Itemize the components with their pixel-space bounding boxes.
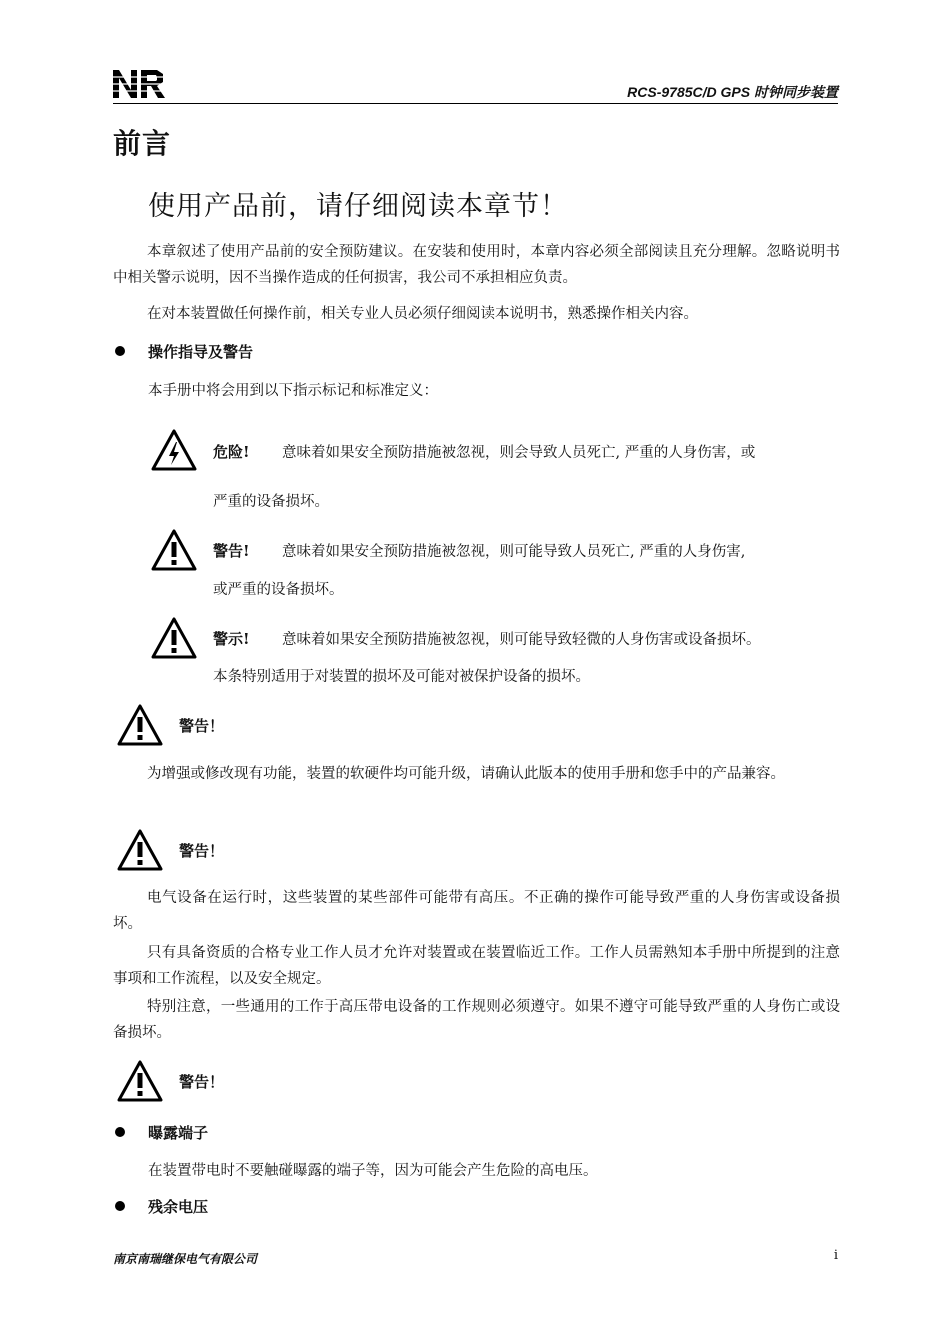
intro-paragraph-1: 本章叙述了使用产品前的安全预防建议。在安装和使用时，本章内容必须全部阅读且充分理解。忽略说明书中相关警示说明，因不当操作造成的任何损害，我公司不承担相应负责。 bbox=[113, 244, 840, 286]
warning-block-label: 警告！ bbox=[179, 1073, 225, 1091]
bullet-icon bbox=[115, 346, 125, 356]
footer-company: 南京南瑞继保电气有限公司 bbox=[113, 1252, 258, 1266]
page-number: i bbox=[833, 1248, 838, 1263]
lightning-warning-icon bbox=[150, 428, 198, 472]
warning-block-paragraph: 电气设备在运行时，这些装置的某些部件可能带有高压。不正确的操作可能导致严重的人身伤害或设备损坏。 bbox=[113, 890, 840, 932]
definition-caution-label: 警示! bbox=[213, 630, 250, 648]
definition-danger-continued: 严重的设备损坏。 bbox=[213, 494, 329, 510]
page-title: 前言 bbox=[113, 127, 172, 160]
document-header-title: RCS-9785C/D GPS 时钟同步装置 bbox=[627, 84, 838, 100]
exclamation-warning-icon bbox=[116, 828, 164, 872]
warning-block-paragraph: 为增强或修改现有功能，装置的软硬件均可能升级，请确认此版本的使用手册和您手中的产品兼容。 bbox=[147, 766, 785, 782]
bullet-icon bbox=[115, 1127, 125, 1137]
chapter-subheading: 使用产品前，请仔细阅读本章节！ bbox=[148, 191, 568, 222]
intro-paragraph-2: 在对本装置做任何操作前，相关专业人员必须仔细阅读本说明书，熟悉操作相关内容。 bbox=[147, 306, 698, 322]
definition-warning-continued: 或严重的设备损坏。 bbox=[213, 582, 344, 598]
exclamation-warning-icon bbox=[150, 528, 198, 572]
exclamation-warning-icon bbox=[116, 1059, 164, 1103]
warning-block-label: 警告！ bbox=[179, 717, 225, 735]
section-terminals-line: 在装置带电时不要触碰曝露的端子等，因为可能会产生危险的高电压。 bbox=[148, 1163, 598, 1179]
definition-caution-continued: 本条特别适用于对装置的损坏及可能对被保护设备的损坏。 bbox=[213, 669, 590, 685]
definition-caution-text: 意味着如果安全预防措施被忽视，则可能导致轻微的人身伤害或设备损坏。 bbox=[282, 632, 761, 648]
nr-logo bbox=[113, 68, 167, 100]
section-residual-title: 残余电压 bbox=[148, 1198, 209, 1216]
warning-block-paragraph: 只有具备资质的合格专业工作人员才允许对装置或在装置临近工作。工作人员需熟知本手册中所提到的注意事项和工作流程，以及安全规定。 bbox=[113, 945, 840, 987]
warning-block-paragraph: 特别注意，一些通用的工作于高压带电设备的工作规则必须遵守。如果不遵守可能导致严重的人身伤亡或设备损坏。 bbox=[113, 999, 840, 1041]
definition-warning-label: 警告! bbox=[213, 542, 250, 560]
bullet-icon bbox=[115, 1201, 125, 1211]
header-divider bbox=[113, 103, 838, 104]
exclamation-warning-icon bbox=[116, 703, 164, 747]
definition-danger-text: 意味着如果安全预防措施被忽视，则会导致人员死亡, 严重的人身伤害，或 bbox=[282, 445, 756, 461]
warning-block-label: 警告！ bbox=[179, 842, 225, 860]
section-guide-title: 操作指导及警告 bbox=[148, 343, 254, 361]
definition-warning-text: 意味着如果安全预防措施被忽视，则可能导致人员死亡, 严重的人身伤害, bbox=[282, 544, 746, 560]
exclamation-warning-icon bbox=[150, 616, 198, 660]
section-terminals-title: 曝露端子 bbox=[148, 1124, 209, 1142]
section-guide-line: 本手册中将会用到以下指示标记和标准定义： bbox=[148, 383, 438, 399]
definition-danger-label: 危险! bbox=[213, 443, 250, 461]
